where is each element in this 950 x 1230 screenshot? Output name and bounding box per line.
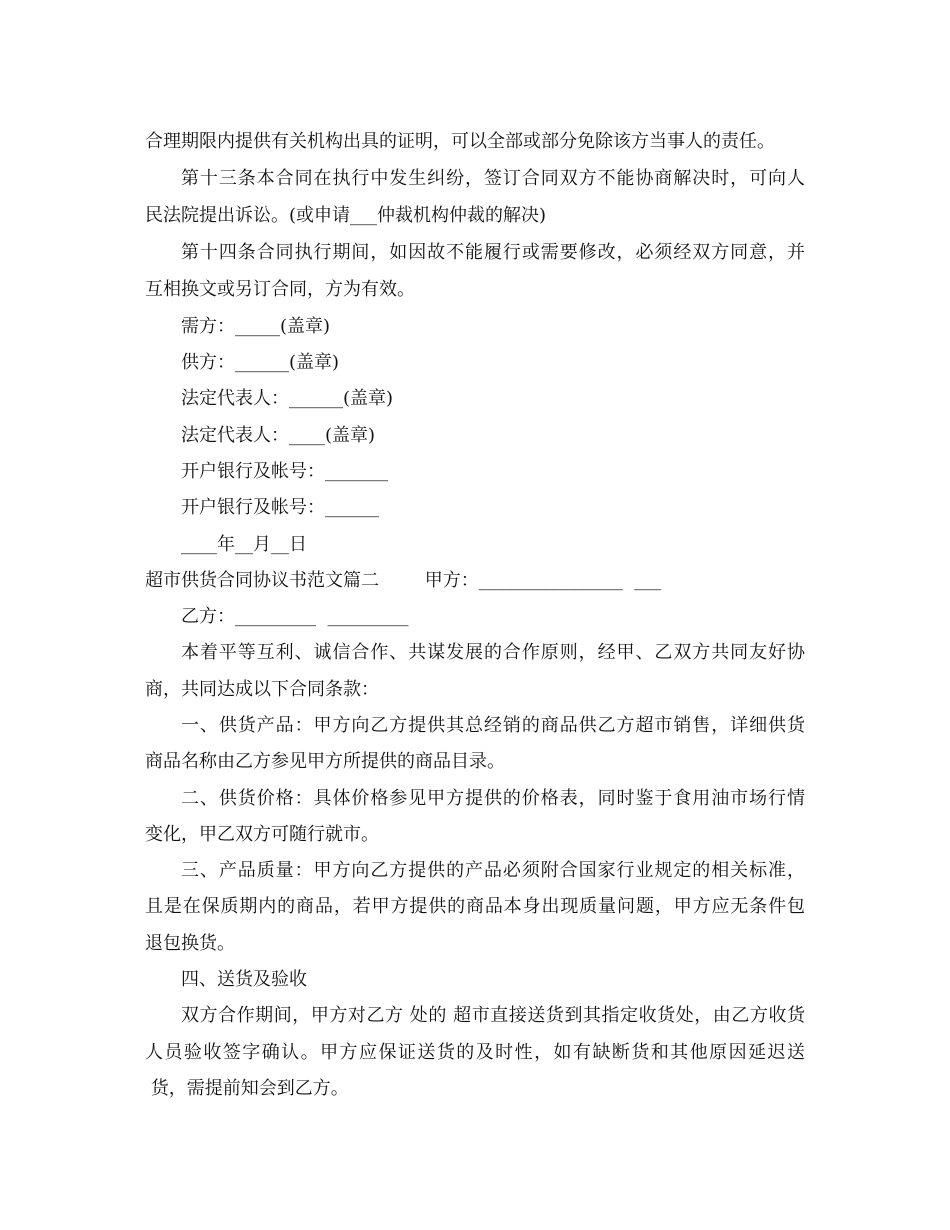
paragraph-line: 互相换文或另订合同，方为有效。	[145, 279, 415, 300]
date-line: ____年__月__日	[181, 534, 307, 555]
clause-4-heading: 四、送货及验收	[181, 969, 307, 990]
paragraph-line: 商品名称由乙方参见甲方所提供的商品目录。	[145, 751, 505, 772]
buyer-signature-line: 需方：_____(盖章)	[181, 316, 331, 337]
clause-3-line: 三、产品质量：甲方向乙方提供的产品必须附合国家行业规定的相关标准，	[181, 860, 805, 881]
paragraph-line: 民法院提出诉讼。(或申请___仲裁机构仲裁的解决)	[145, 205, 547, 226]
supplier-signature-line: 供方：______(盖章)	[181, 352, 340, 373]
party-b-line: 乙方：_________ _________	[181, 606, 409, 627]
legal-rep-line: 法定代表人：____(盖章)	[181, 425, 376, 446]
bank-account-line: 开户银行及帐号：______	[181, 497, 379, 518]
paragraph-line: 商，共同达成以下合同条款：	[145, 679, 379, 700]
paragraph-line: 货，需提前知会到乙方。	[145, 1078, 349, 1099]
preamble-line: 本着平等互利、诚信合作、共谋发展的合作原则，经甲、乙双方共同友好协	[181, 642, 805, 663]
paragraph-line: 合理期限内提供有关机构出具的证明，可以全部或部分免除该方当事人的责任。	[145, 131, 775, 152]
article-14-line: 第十四条合同执行期间，如因故不能履行或需要修改，必须经双方同意，并	[181, 242, 805, 263]
legal-rep-line: 法定代表人：______(盖章)	[181, 388, 394, 409]
clause-1-line: 一、供货产品：甲方向乙方提供其总经销的商品供乙方超市销售，详细供货	[181, 715, 805, 736]
clause-2-line: 二、供货价格：具体价格参见甲方提供的价格表，同时鉴于食用油市场行情	[181, 788, 805, 809]
clause-4-line: 双方合作期间，甲方对乙方 处的 超市直接送货到其指定收货处，由乙方收货	[181, 1005, 805, 1026]
section-title-line: 超市供货合同协议书范文篇二 甲方：________________ ___	[145, 570, 662, 591]
paragraph-line: 变化，甲乙双方可随行就市。	[145, 824, 379, 845]
article-13-line: 第十三条本合同在执行中发生纠纷，签订合同双方不能协商解决时，可向人	[181, 168, 805, 189]
bank-account-line: 开户银行及帐号：_______	[181, 461, 388, 482]
paragraph-line: 人员验收签字确认。甲方应保证送货的及时性，如有缺断货和其他原因延迟送	[145, 1042, 805, 1063]
paragraph-line: 且是在保质期内的商品，若甲方提供的商品本身出现质量问题，甲方应无条件包	[145, 896, 805, 917]
paragraph-line: 退包换货。	[145, 933, 235, 954]
